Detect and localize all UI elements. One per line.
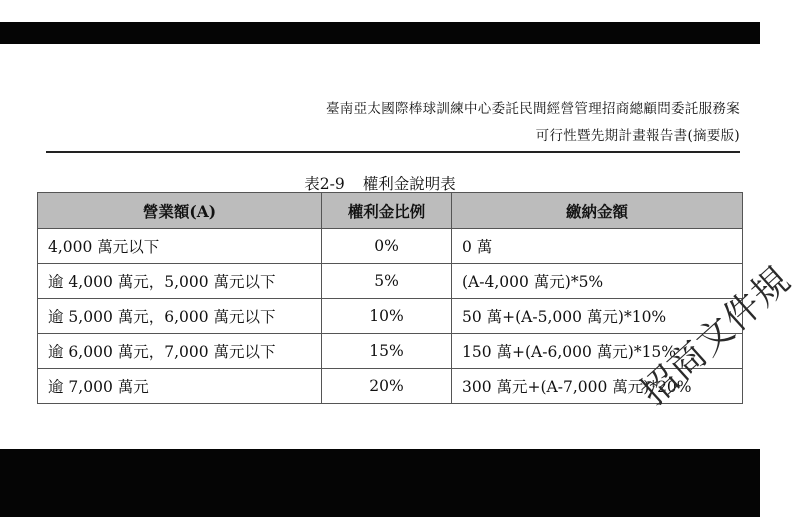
table-row	[38, 369, 743, 404]
rate-cell: 0%	[322, 229, 452, 264]
document-header-title: 臺南亞太國際棒球訓練中心委託民間經營管理招商總顧問委託服務案	[326, 101, 740, 117]
royalty-table	[37, 192, 743, 404]
table-row	[38, 299, 743, 334]
document-header-subtitle: 可行性暨先期計畫報告書(摘要版)	[535, 128, 740, 144]
table-caption	[0, 172, 760, 194]
payment-cell: 300 萬元+(A-7,000 萬元)*20%	[452, 369, 743, 404]
revenue-cell: 逾 7,000 萬元	[38, 369, 322, 404]
bottom-black-bar	[0, 449, 760, 517]
payment-cell: 150 萬+(A-6,000 萬元)*15%	[452, 334, 743, 369]
watermark-text: 招商文件規	[633, 259, 799, 414]
table-row	[38, 264, 743, 299]
rate-cell: 15%	[322, 334, 452, 369]
payment-cell: 50 萬+(A-5,000 萬元)*10%	[452, 299, 743, 334]
rate-cell: 5%	[322, 264, 452, 299]
payment-cell: (A-4,000 萬元)*5%	[452, 264, 743, 299]
revenue-cell: 4,000 萬元以下	[38, 229, 322, 264]
payment-cell: 0 萬	[452, 229, 743, 264]
header-divider	[46, 151, 740, 153]
table-header-row	[38, 193, 743, 229]
revenue-cell: 逾 4,000 萬元，5,000 萬元以下	[38, 264, 322, 299]
rate-cell: 10%	[322, 299, 452, 334]
table-row	[38, 229, 743, 264]
header-payment-amount: 繳納金額	[452, 193, 743, 229]
table-row	[38, 334, 743, 369]
rate-cell: 20%	[322, 369, 452, 404]
header-revenue: 營業額(A)	[38, 193, 322, 229]
table-number: 表2-9	[304, 175, 345, 193]
revenue-cell: 逾 6,000 萬元，7,000 萬元以下	[38, 334, 322, 369]
top-black-bar	[0, 22, 760, 44]
table-title: 權利金說明表	[362, 175, 456, 193]
revenue-cell: 逾 5,000 萬元，6,000 萬元以下	[38, 299, 322, 334]
header-royalty-rate: 權利金比例	[322, 193, 452, 229]
